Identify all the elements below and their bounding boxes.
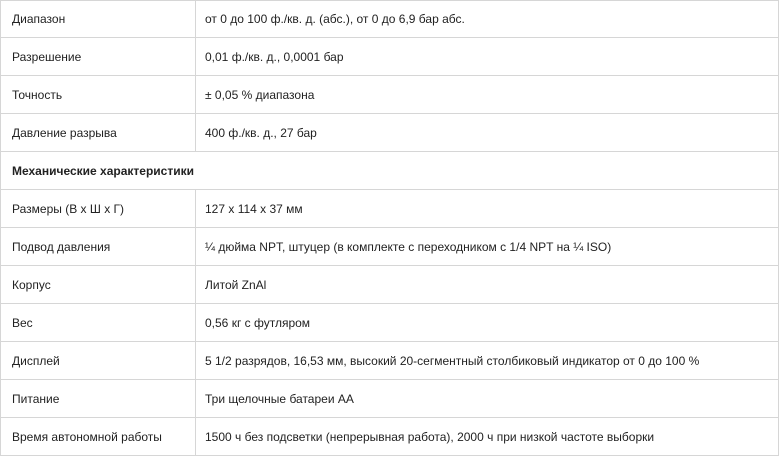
spec-label: Размеры (В x Ш x Г) bbox=[1, 190, 196, 228]
table-row bbox=[1, 190, 779, 228]
section-heading-row bbox=[1, 152, 779, 190]
spec-label: Давление разрыва bbox=[1, 114, 196, 152]
section-heading: Механические характеристики bbox=[1, 152, 779, 190]
spec-label: Точность bbox=[1, 76, 196, 114]
table-row bbox=[1, 266, 779, 304]
spec-label: Дисплей bbox=[1, 342, 196, 380]
spec-label: Корпус bbox=[1, 266, 196, 304]
spec-label: Разрешение bbox=[1, 38, 196, 76]
spec-value: 400 ф./кв. д., 27 бар bbox=[196, 114, 779, 152]
spec-value: 0,01 ф./кв. д., 0,0001 бар bbox=[196, 38, 779, 76]
table-row bbox=[1, 342, 779, 380]
spec-value: 0,56 кг с футляром bbox=[196, 304, 779, 342]
table-row bbox=[1, 38, 779, 76]
spec-label: Диапазон bbox=[1, 1, 196, 38]
spec-value: от 0 до 100 ф./кв. д. (абс.), от 0 до 6,9 бар абс. bbox=[196, 1, 779, 38]
spec-value: ± 0,05 % диапазона bbox=[196, 76, 779, 114]
spec-label: Вес bbox=[1, 304, 196, 342]
spec-value: 5 1/2 разрядов, 16,53 мм, высокий 20-сегментный столбиковый индикатор от 0 до 100 % bbox=[196, 342, 779, 380]
table-row bbox=[1, 304, 779, 342]
spec-value: ¼ дюйма NPT, штуцер (в комплекте с переходником с 1/4 NPT на ¼ ISO) bbox=[196, 228, 779, 266]
spec-value: Три щелочные батареи AA bbox=[196, 380, 779, 418]
spec-value: 1500 ч без подсветки (непрерывная работа), 2000 ч при низкой частоте выборки bbox=[196, 418, 779, 456]
spec-label: Подвод давления bbox=[1, 228, 196, 266]
spec-value: Литой ZnAl bbox=[196, 266, 779, 304]
table-row bbox=[1, 76, 779, 114]
table-row bbox=[1, 228, 779, 266]
table-row bbox=[1, 380, 779, 418]
spec-label: Время автономной работы bbox=[1, 418, 196, 456]
table-row bbox=[1, 114, 779, 152]
spec-label: Питание bbox=[1, 380, 196, 418]
table-row bbox=[1, 418, 779, 456]
table-row bbox=[1, 1, 779, 38]
spec-value: 127 x 114 x 37 мм bbox=[196, 190, 779, 228]
